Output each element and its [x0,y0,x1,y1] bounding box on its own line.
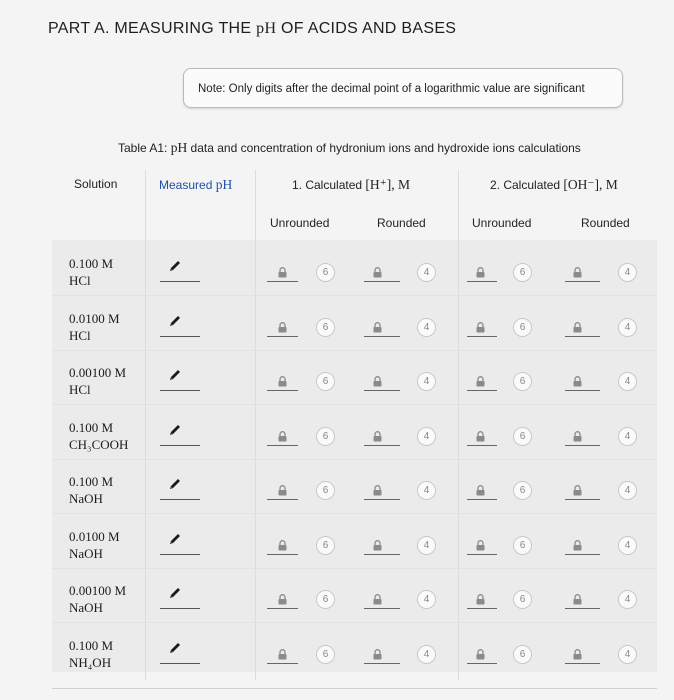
oh-unrounded-input[interactable] [467,445,497,446]
subheader-oh-unrounded: Unrounded [472,216,532,230]
h-rounded-sig-figs-badge: 4 [417,263,436,282]
table-row [52,352,657,406]
table-row [52,625,657,679]
row-divider [52,622,657,623]
measured-ph-input[interactable] [160,608,200,609]
h-rounded-sig-figs-badge: 4 [417,481,436,500]
header-calculated-h-label: 1. Calculated [292,178,366,192]
table-row [52,407,657,461]
significant-digits-note: Note: Only digits after the decimal point of a logarithmic value are significant [183,68,623,108]
lock-icon [476,265,485,276]
h-unrounded-sig-figs-badge: 6 [316,318,335,337]
lock-icon [573,320,582,331]
oh-rounded-sig-figs-badge: 4 [618,427,637,446]
solution-formula: HCl [69,273,91,288]
lock-icon [278,320,287,331]
solution-label [69,255,113,289]
lock-icon [573,374,582,385]
oh-unrounded-sig-figs-badge: 6 [513,318,532,337]
lock-icon [573,592,582,603]
header-calculated-oh [490,177,618,193]
lock-icon [278,429,287,440]
oh-unrounded-input[interactable] [467,608,497,609]
oh-rounded-input[interactable] [565,336,600,337]
solution-concentration: 0.100 M [69,474,114,489]
table-caption [118,140,581,156]
h-rounded-input[interactable] [364,663,400,664]
h-unrounded-sig-figs-badge: 6 [316,536,335,555]
h-unrounded-input[interactable] [267,390,298,391]
oh-rounded-sig-figs-badge: 4 [618,481,637,500]
header-solution: Solution [74,177,118,191]
h-rounded-input[interactable] [364,499,400,500]
measured-ph-input[interactable] [160,336,200,337]
lock-icon [373,265,382,276]
part-title-suffix: OF ACIDS AND BASES [276,20,457,37]
h-unrounded-sig-figs-badge: 6 [316,427,335,446]
lock-icon [373,483,382,494]
h-rounded-sig-figs-badge: 4 [417,590,436,609]
solution-formula: NaOH [69,600,103,615]
h-rounded-input[interactable] [364,281,400,282]
lock-icon [573,429,582,440]
h-unrounded-sig-figs-badge: 6 [316,481,335,500]
h-unrounded-input[interactable] [267,281,298,282]
oh-unrounded-input[interactable] [467,663,497,664]
table-bottom-border [52,688,657,689]
row-divider [52,459,657,460]
oh-rounded-sig-figs-badge: 4 [618,536,637,555]
oh-rounded-input[interactable] [565,608,600,609]
solution-label [69,419,128,453]
solution-concentration: 0.100 M [69,638,114,653]
subheader-h-unrounded: Unrounded [270,216,330,230]
lock-icon [373,592,382,603]
lock-icon [476,374,485,385]
oh-rounded-sig-figs-badge: 4 [618,372,637,391]
solution-formula: HCl [69,382,91,397]
lock-icon [476,320,485,331]
lock-icon [476,592,485,603]
h-unrounded-input[interactable] [267,499,298,500]
oh-rounded-input[interactable] [565,663,600,664]
subheader-h-rounded: Rounded [377,216,426,230]
part-title-ph: pH [256,20,277,37]
solution-concentration: 0.00100 M [69,583,127,598]
header-measured-prefix: Measured [159,178,216,192]
h-rounded-input[interactable] [364,336,400,337]
oh-rounded-input[interactable] [565,554,600,555]
lock-icon [373,374,382,385]
lock-icon [373,538,382,549]
row-divider [52,568,657,569]
h-rounded-input[interactable] [364,390,400,391]
measured-ph-input[interactable] [160,663,200,664]
measured-ph-input[interactable] [160,499,200,500]
solution-concentration: 0.00100 M [69,365,127,380]
pencil-icon[interactable] [168,314,182,328]
oh-unrounded-sig-figs-badge: 6 [513,645,532,664]
oh-unrounded-sig-figs-badge: 6 [513,481,532,500]
table-caption-prefix: Table A1: [118,141,171,155]
table-row [52,298,657,352]
row-divider [52,295,657,296]
lock-icon [573,265,582,276]
lock-icon [278,592,287,603]
header-calculated-h [292,177,410,193]
h-rounded-input[interactable] [364,608,400,609]
measured-ph-input[interactable] [160,390,200,391]
oh-rounded-sig-figs-badge: 4 [618,590,637,609]
lock-icon [573,647,582,658]
measured-ph-input[interactable] [160,281,200,282]
table-row [52,461,657,515]
table-row [52,516,657,570]
solution-concentration: 0.100 M [69,256,114,271]
oh-unrounded-sig-figs-badge: 6 [513,427,532,446]
table-caption-ph: pH [170,140,188,155]
pencil-icon[interactable] [168,259,182,273]
lock-icon [573,538,582,549]
lock-icon [373,647,382,658]
solution-formula: NH₄OH [69,655,112,670]
row-divider [52,350,657,351]
measured-ph-input[interactable] [160,554,200,555]
oh-rounded-sig-figs-badge: 4 [618,645,637,664]
solution-concentration: 0.100 M [69,420,114,435]
oh-rounded-sig-figs-badge: 4 [618,318,637,337]
solution-concentration: 0.0100 M [69,311,120,326]
solution-label [69,528,120,562]
h-unrounded-input[interactable] [267,608,298,609]
h-unrounded-input[interactable] [267,663,298,664]
part-title [48,20,456,38]
pencil-icon[interactable] [168,477,182,491]
oh-unrounded-input[interactable] [467,336,497,337]
solution-formula: CH₃COOH [69,437,129,452]
h-rounded-sig-figs-badge: 4 [417,645,436,664]
oh-rounded-input[interactable] [565,499,600,500]
header-calculated-oh-label: 2. Calculated [490,178,564,192]
lock-icon [373,320,382,331]
oh-unrounded-sig-figs-badge: 6 [513,263,532,282]
header-measured-ph-text: pH [215,177,233,192]
header-calculated-oh-formula: [OH⁻], M [563,177,618,192]
h-unrounded-input[interactable] [267,336,298,337]
solution-label [69,637,113,671]
h-rounded-sig-figs-badge: 4 [417,372,436,391]
h-rounded-input[interactable] [364,445,400,446]
h-unrounded-input[interactable] [267,445,298,446]
pencil-icon[interactable] [168,423,182,437]
solution-formula: NaOH [69,491,103,506]
h-unrounded-sig-figs-badge: 6 [316,645,335,664]
solution-label [69,582,126,616]
header-calculated-h-formula: [H⁺], M [365,177,411,192]
oh-rounded-input[interactable] [565,445,600,446]
oh-unrounded-sig-figs-badge: 6 [513,590,532,609]
h-rounded-sig-figs-badge: 4 [417,427,436,446]
oh-unrounded-input[interactable] [467,554,497,555]
solution-formula: HCl [69,328,91,343]
lock-icon [278,483,287,494]
h-rounded-sig-figs-badge: 4 [417,536,436,555]
table-row [52,570,657,624]
h-unrounded-sig-figs-badge: 6 [316,263,335,282]
h-unrounded-sig-figs-badge: 6 [316,372,335,391]
oh-unrounded-sig-figs-badge: 6 [513,536,532,555]
oh-unrounded-input[interactable] [467,390,497,391]
lock-icon [573,483,582,494]
oh-unrounded-input[interactable] [467,499,497,500]
lock-icon [278,374,287,385]
pencil-icon[interactable] [168,641,182,655]
table-row [52,243,657,297]
lock-icon [278,265,287,276]
solution-label [69,364,126,398]
oh-unrounded-input[interactable] [467,281,497,282]
lock-icon [373,429,382,440]
h-rounded-sig-figs-badge: 4 [417,318,436,337]
measured-ph-input[interactable] [160,445,200,446]
subheader-oh-rounded: Rounded [581,216,630,230]
solution-label [69,310,120,344]
oh-unrounded-sig-figs-badge: 6 [513,372,532,391]
table-caption-suffix: data and concentration of hydronium ions and hydroxide ions calculations [187,141,581,155]
lock-icon [278,538,287,549]
oh-rounded-input[interactable] [565,281,600,282]
lock-icon [278,647,287,658]
lock-icon [476,647,485,658]
lock-icon [476,429,485,440]
header-measured-ph [159,177,232,193]
solution-label [69,473,113,507]
h-unrounded-sig-figs-badge: 6 [316,590,335,609]
solution-concentration: 0.0100 M [69,529,120,544]
h-unrounded-input[interactable] [267,554,298,555]
h-rounded-input[interactable] [364,554,400,555]
pencil-icon[interactable] [168,586,182,600]
pencil-icon[interactable] [168,532,182,546]
pencil-icon[interactable] [168,368,182,382]
solution-formula: NaOH [69,546,103,561]
oh-rounded-input[interactable] [565,390,600,391]
part-title-prefix: PART A. MEASURING THE [48,20,257,37]
row-divider [52,404,657,405]
lock-icon [476,538,485,549]
row-divider [52,513,657,514]
lock-icon [476,483,485,494]
oh-rounded-sig-figs-badge: 4 [618,263,637,282]
